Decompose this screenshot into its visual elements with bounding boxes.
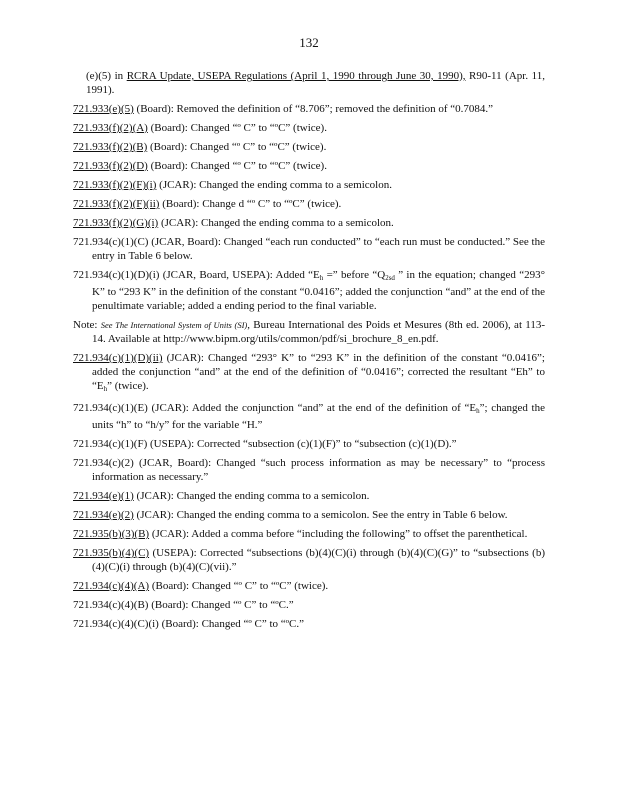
note-paragraph: Note: See The International System of Units (SI), Bureau International des Poids et Mesures (8th ed. 2006), at 113-14. Available at http://www.bipm.org/utils/common/pdf/si_brochure_8_en.pdf. (73, 319, 546, 345)
entry-text: 721.934(c)(2) (JCAR, Board): Changed “such process information as may be necessary” to “process information as necessary.” (73, 457, 545, 483)
section-citation: 721.934(c)(4)(A) (73, 580, 150, 592)
entry-text: (JCAR): Changed the ending comma to a semicolon. See the entry in Table 6 below. (133, 509, 508, 521)
entry-text: 721.934(c)(4)(B) (Board): Changed “º C” to “ºC.” (73, 599, 294, 611)
entry-721-934-c-1-D-i: 721.934(c)(1)(D)(i) (JCAR, Board, USEPA): Added “$E_h$ =” before “$Q_{2sd}$ ” in the equation; changed “293° K” to “293 K” in the definition of the constant “0.0416”; added the conjunction “and” at the end of the penultimate variable; added a ending period to the final variable. (73, 269, 545, 312)
intro-link[interactable]: RCRA Update, USEPA Regulations (April 1, 1990 through June 30, 1990), (126, 70, 466, 82)
document-body (73, 69, 545, 636)
entry-item (73, 178, 545, 192)
entry-item (73, 437, 545, 451)
entry-721-934-c-1-E: 721.934(c)(1)(E) (JCAR): Added the conjunction “and” at the end of the definition of “$E_h$”; changed the units “h” to “h/y” for the variable “H.” (73, 402, 545, 431)
section-citation: 721.933(f)(2)(G)(i) (73, 217, 159, 229)
section-citation: 721.935(b)(4)(C) (73, 547, 150, 559)
page-number: 132 (299, 35, 319, 50)
entry-text: 721.934(c)(1)(C) (JCAR, Board): Changed “each run conducted” to “each run must be conducted.” See the entry in Table 6 below. (73, 236, 545, 262)
intro-suffix: R90-11 (Apr. 11, 1991). (86, 70, 545, 96)
entry-item (73, 102, 545, 116)
section-citation: 721.933(e)(5) (73, 103, 134, 115)
entry-text: 721.934(c)(1)(F) (USEPA): Corrected “subsection (c)(1)(F)” to “subsection (c)(1)(D).” (73, 438, 457, 450)
entry-721-934-c-1-D-ii: 721.934(c)(1)(D)(ii) (JCAR): Changed “293° K” to “293 K” in the definition of the constant “0.0416”; added the conjunction “and” at the end of the definition of “0.0416”; corrected the resultant “Eh” to “$E_h$” (twice). (73, 352, 545, 393)
section-citation: 721.933(f)(2)(F)(ii) (73, 198, 160, 210)
entry-item (73, 140, 545, 154)
entry-item (73, 598, 545, 612)
entry-item (73, 216, 545, 230)
entry-text: (Board): Changed “º C” to “ºC” (twice). (147, 122, 327, 134)
entry-text: (JCAR): Added a comma before “including the following” to offset the parenthetical. (149, 528, 528, 540)
entry-item (73, 546, 545, 574)
entry-text: (USEPA): Corrected “subsections (b)(4)(C)(i) through (b)(4)(C)(G)” to “subsections (b)(4)(C)(i) through (b)(4)(C)(vii).” (92, 547, 545, 573)
section-citation: 721.933(f)(2)(D) (73, 160, 148, 172)
section-citation: 721.933(f)(2)(B) (73, 141, 148, 153)
section-citation: 721.934(e)(2) (73, 509, 134, 521)
intro-prefix: (e)(5) in (86, 70, 127, 82)
section-citation: 721.933(f)(2)(F)(i) (73, 179, 157, 191)
section-citation: 721.934(e)(1) (73, 490, 134, 502)
intro-paragraph (73, 69, 545, 97)
entry-item (73, 579, 545, 593)
entry-item (73, 235, 545, 263)
section-citation: 721.933(f)(2)(A) (73, 122, 148, 134)
entry-item (73, 489, 545, 503)
entry-item (73, 508, 545, 522)
entry-item (73, 159, 545, 173)
entry-text: (Board): Changed “º C” to “ºC” (twice). (147, 160, 327, 172)
entry-text: (JCAR): Changed the ending comma to a semicolon. (156, 179, 392, 191)
entry-text: (Board): Changed “º C” to “ºC” (twice). (149, 580, 329, 592)
entry-item (73, 197, 545, 211)
entry-item (73, 617, 545, 631)
entry-item (73, 121, 545, 135)
entry-text: 721.934(c)(4)(C)(i) (Board): Changed “º C” to “ºC.” (73, 618, 305, 630)
entry-item (73, 527, 545, 541)
entry-text: (JCAR): Changed the ending comma to a semicolon. (133, 490, 370, 502)
entry-text: (JCAR): Changed the ending comma to a semicolon. (158, 217, 394, 229)
section-citation: 721.935(b)(3)(B) (73, 528, 150, 540)
entry-item (73, 456, 545, 484)
entry-text: (Board): Changed “º C” to “ºC” (twice). (147, 141, 327, 153)
entry-text: (Board): Removed the definition of “8.706”; removed the definition of “0.7084.” (133, 103, 494, 115)
entry-text: (Board): Change d “º C” to “ºC” (twice). (159, 198, 342, 210)
